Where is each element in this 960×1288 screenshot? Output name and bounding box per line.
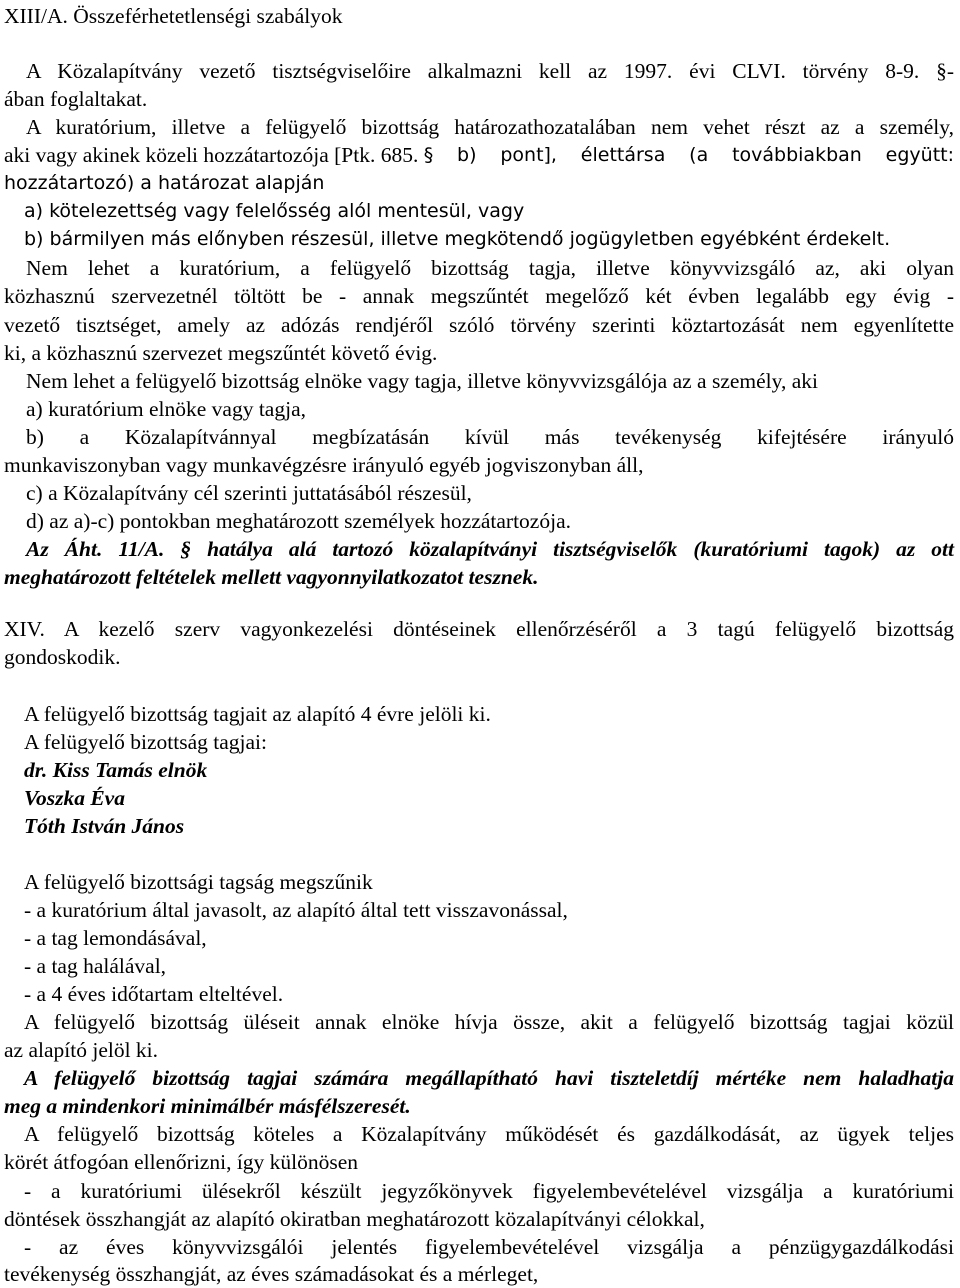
section-heading: XIII/A. Összeférhetetlenségi szabályok	[4, 4, 343, 28]
list-item: b) bármilyen más előnyben részesül, illetve megkötendő jogügyletben egyébként érdekelt.	[24, 228, 891, 250]
paragraph-line: Nem lehet a felügyelő bizottság elnöke vagy tagja, illetve könyvvizsgálója az a személy, aki	[26, 369, 819, 393]
paragraph-line: A Közalapítvány vezető tisztségviselőire alkalmazni kell az 1997. évi CLVI. törvény 8-9. §-	[26, 59, 954, 83]
list-item: - a tag lemondásával,	[24, 926, 207, 950]
list-item: - a kuratóriumi ülésekről készült jegyzőkönyvek figyelembevételével vizsgálja a kuratóriumi	[24, 1179, 954, 1203]
list-item: - a kuratórium által javasolt, az alapító által tett visszavonással,	[24, 898, 568, 922]
list-item: - az éves könyvvizsgálói jelentés figyelembevételével vizsgálja a pénzügygazdálkodási	[24, 1235, 954, 1259]
list-item: a) kötelezettség vagy felelősség alól mentesül, vagy	[24, 200, 525, 222]
list-item: - a 4 éves időtartam elteltével.	[24, 982, 284, 1006]
list-item: b) a Közalapítvánnyal megbízatásán kívül más tevékenység kifejtésére irányuló	[26, 425, 954, 449]
paragraph-line: hozzátartozó) a határozat alapján	[4, 172, 325, 194]
paragraph-line: A felügyelő bizottság üléseit annak elnöke hívja össze, akit a felügyelő bizottság tagjai közül	[24, 1010, 954, 1034]
paragraph-line: A felügyelő bizottsági tagság megszűnik	[24, 870, 373, 894]
paragraph-line: vezető tisztséget, amely az adózás rendjéről szóló törvény szerinti köztartozását nem egyenlítette	[4, 313, 954, 337]
emphasis-line: meg a mindenkori minimálbér másfélszeresét.	[4, 1094, 411, 1118]
emphasis-line: A felügyelő bizottság tagjai számára megállapítható havi tiszteletdíj mértéke nem haladhatja	[24, 1066, 954, 1090]
list-item: a) kuratórium elnöke vagy tagja,	[26, 397, 306, 421]
paragraph-line: döntések összhangját az alapító okiratban meghatározott közalapítványi célokkal,	[4, 1207, 705, 1231]
paragraph-line: A kuratórium, illetve a felügyelő bizottság határozathozatalában nem vehet részt az a személy,	[26, 115, 954, 139]
paragraph-line: Nem lehet a kuratórium, a felügyelő bizottság tagja, illetve könyvvizsgáló az, aki olyan	[26, 256, 954, 280]
emphasis-line: Az Áht. 11/A. § hatálya alá tartozó közalapítványi tisztségviselők (kuratóriumi tagok) az ott	[26, 537, 954, 561]
paragraph-line-serif-part: aki vagy akinek közeli hozzátartozója [Ptk. 685.	[4, 143, 424, 167]
paragraph-line: A felügyelő bizottság tagjait az alapító 4 évre jelöli ki.	[24, 702, 491, 726]
paragraph-line: gondoskodik.	[4, 645, 121, 669]
paragraph-line: tevékenység összhangját, az éves számadásokat és a mérleget,	[4, 1262, 539, 1286]
paragraph-line: A felügyelő bizottság köteles a Közalapítvány működését és gazdálkodását, az ügyek teljes	[24, 1122, 954, 1146]
paragraph-line-mixed	[4, 141, 954, 169]
paragraph-line: közhasznú szervezetnél töltött be - annak megszűntét megelőző két évben legalább egy évig -	[4, 284, 954, 308]
list-item: d) az a)-c) pontokban meghatározott személyek hozzátartozója.	[26, 509, 571, 533]
paragraph-line: az alapító jelöl ki.	[4, 1038, 159, 1062]
paragraph-line: A felügyelő bizottság tagjai:	[24, 730, 268, 754]
paragraph-line: ki, a közhasznú szervezet megszűntét követő évig.	[4, 341, 438, 365]
paragraph-line-sans-part: § b) pont], élettársa (a továbbiakban együtt:	[423, 144, 954, 166]
section-heading: XIV. A kezelő szerv vagyonkezelési döntéseinek ellenőrzéséről a 3 tagú felügyelő bizottság	[4, 617, 954, 641]
list-item: c) a Közalapítvány cél szerinti juttatásából részesül,	[26, 481, 472, 505]
member-name: Voszka Éva	[24, 786, 125, 810]
paragraph-line: munkaviszonyban vagy munkavégzésre irányuló egyéb jogviszonyban áll,	[4, 453, 644, 477]
member-name: dr. Kiss Tamás elnök	[24, 758, 208, 782]
list-item: - a tag halálával,	[24, 954, 167, 978]
emphasis-line: meghatározott feltételek mellett vagyonnyilatkozatot tesznek.	[4, 565, 539, 589]
member-name: Tóth István János	[24, 814, 185, 838]
paragraph-line: körét átfogóan ellenőrizni, így különösen	[4, 1150, 359, 1174]
paragraph-line: ában foglaltakat.	[4, 87, 148, 111]
